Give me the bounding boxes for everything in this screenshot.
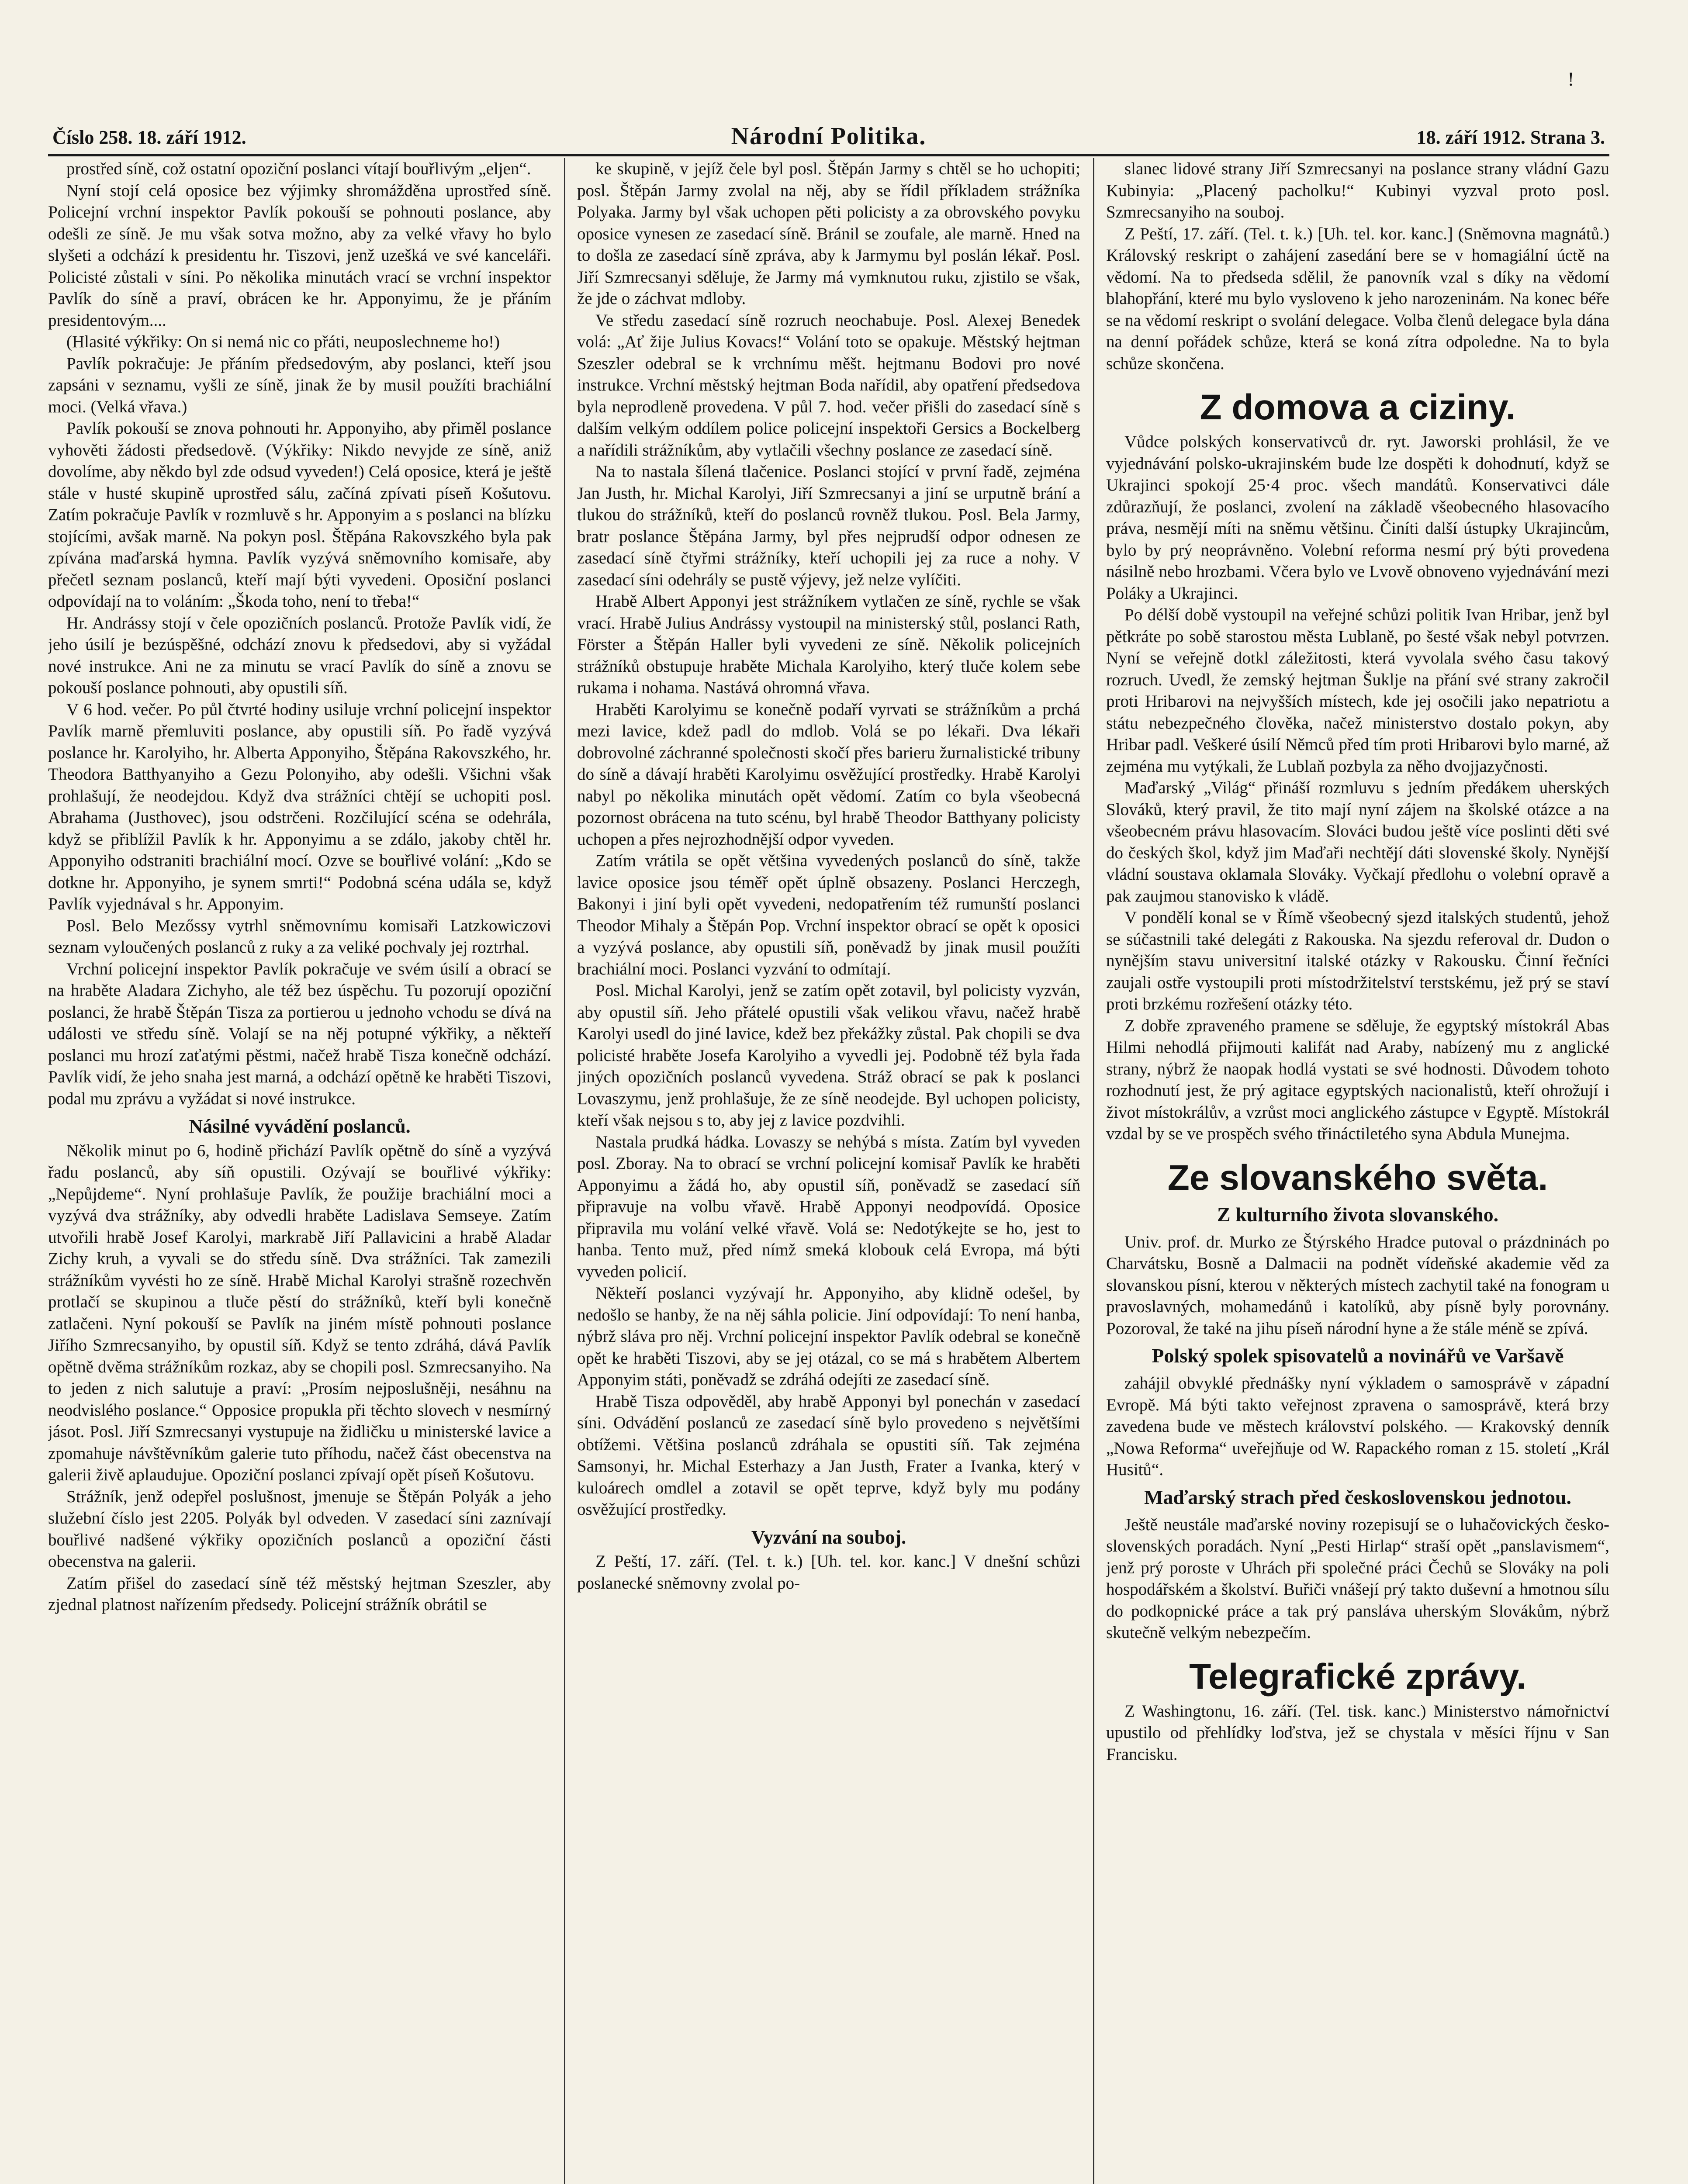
date-page-info: 18. září 1912. Strana 3. <box>1416 127 1605 148</box>
article-paragraph: Ještě neustále maďarské noviny rozepisují se o luhačovických česko-slovenských poradách. Nyní „Pesti Hirlap“ straší opět „panslavismem“, jenž prý porostе v Uhrách při společné práci Čechů se Slováky na poli hospodářském a školství. Buřiči vnášejí prý takto duševní a hmotnou sílu do podkopnické práce a tak prý pansláva uherským Slovákům, nýbrž skutečně velkým nebezpečím. <box>1106 1515 1609 1642</box>
masthead-title: Národní Politika. <box>731 123 927 150</box>
article-paragraph: prostřed síně, což ostatní opoziční poslanci vítají bouřlivým „eljen“. <box>66 159 531 178</box>
article-paragraph: Pavlík pokračuje: Je přáním předsedovým, aby poslanci, kteří jsou zapsáni v seznamu, vyšli ze síně, jinak že by musil použíti brachiální moci. (Velká vřava.) <box>48 354 551 416</box>
dateline-paragraph: Z Peští, 17. září. (Tel. t. k.) [Uh. tel. kor. kanc.] V dnešní schůzi poslanecké sněmovny zvolal po- <box>577 1552 1080 1593</box>
article-paragraph: Zatím vrátila se opět většina vyvedených poslanců do síně, takže lavice oposice jsou téměř opět úplně obsazeny. Poslanci Herczegh, Bakonyi i jiní byli opět vyvedeni, nedopatřením též rumunští poslanci Theodor Mihaly a Štěpán Pop. Vrchní inspektor obrací se opět k oposici a vyzývá poslance, aby opustili síň, poněvadž by jinak musil použíti brachiální moci. Poslanci vyzvání to odmítají. <box>577 851 1080 978</box>
article-paragraph: slanec lidové strany Jiří Szmrecsanyi na poslance strany vládní Gazu Kubinyia: „Placený pacholku!“ Kubinyi vyzval proto posl. Szmrecsanyiho na souboj. <box>1106 159 1609 221</box>
dateline-paragraph: Z Peští, 17. září. (Tel. t. k.) [Uh. tel. kor. kanc.] (Sněmovna magnátů.) Královský reskript o zahájení zasedání bere se v homagiální úctě na vědomí. Na to předseda sdělil, že panovník vzal s díky na vědomí blahopřání, které mu bylo vysloveno k jeho narozeninám. Na konec béře se na vědomí reskript o svolání delegace. Volba členů delegace byla dána na denní pořádek schůze, která se koná zítra odpoledne. Na to byla schůze skončena. <box>1106 224 1609 373</box>
article-paragraph: Pavlík pokouší se znova pohnouti hr. Apponyiho, aby přiměl poslance vyhověti žádosti předsedově. (Výkřiky: Nikdo nevyjde ze síně, aniž dovolíme, aby někdo byl zde odsud vyveden!) Celá oposice, která je ještě stále v husté skupině uprostřed sálu, začíná zpívati píseň Košutovu. Zatím pokračuje Pavlík v rozmluvě s hr. Apponyim a s poslanci na blízku stojícími, avšak marně. Na pokyn posl. Štěpána Rakovszkého byla pak zpívána maďarská hymna. Pavlík vyzývá sněmovního komisaře, aby přečetl seznam poslanců, kteří mají býti vyvedeni. Oposiční poslanci odpovídají na to voláním: „Škoda toho, není to třeba!“ <box>48 419 551 611</box>
article-paragraph: Vůdce polských konservativců dr. ryt. Jaworski prohlásil, že ve vyjednávání polsko-ukrajinském bude lze dospěti k dohodnutí, když se Ukrajinci spokojí 25·4 proc. všech mandátů. Konservativci dále zdůrazňují, že poslanci, zvolení na základě všeobecného hlasovacího práva, nesmějí míti na sněmu většinu. Činíti další ústupky Ukrajincům, bylo by prý neoprávněno. Volební reforma nesmí prý býti provedena násilně nebo hrozbami. Včera bylo ve Lvově obnoveno vyjednávání mezi Poláky a Ukrajinci. <box>1106 432 1609 603</box>
section-heading: Vyzvání na souboj. <box>751 1526 906 1548</box>
column-divider <box>564 158 565 2184</box>
issue-info: Číslo 258. 18. září 1912. <box>52 127 246 148</box>
rubric-heading: Ze slovanského světa. <box>1167 1158 1548 1198</box>
column-divider <box>1093 158 1094 2184</box>
article-paragraph: Po délší době vystoupil na veřejné schůzi politik Ivan Hribar, jenž byl pětkráte po sobě starostou města Lublaně, po šesté však nebyl potvrzen. Nyní se veřejně dotkl záležitosti, která vyvolala svého času takový rozruch. Uvedl, že zemský hejtman Šuklje na přání své strany zakročil proti Hribarovi na nejvyšších místech, kde jej osočili jako nepatriotu a státu nebezpečného člověka, načež ministerstvo dostalo pokyn, aby Hribar padl. Veškeré úsilí Němců před tím proti Hribarovi bylo marné, až zejména mu vytýkali, že Lublaň pozbyla za něho dvojjazyčnosti. <box>1106 605 1609 776</box>
article-paragraph: V pondělí konal se v Římě všeobecný sjezd italských studentů, jehož se súčastnili také delegáti z Rakouska. Na sjezdu referoval dr. Dudon o nynějším stavu universitní italské otázky v Rakousku. Činní řečníci zaujali ostře vystoupili proti místodržitelství terstskému, jež prý se staví proti brzkému rozřešení otázky této. <box>1106 908 1609 1013</box>
subsection-heading: Polský spolek spisovatelů a novinářů ve Varšavě <box>1152 1344 1564 1367</box>
article-paragraph: Posl. Michal Karolyi, jenž se zatím opět zotavil, byl policisty vyzván, aby opustil síň. Jeho přátelé opustili však velikou vřavu, načež hrabě Karolyi usedl do jiné lavice, kdež bez překážky zůstal. Pak chopili se dva policisté hraběte Josefa Karolyiho a vyvedli jej. Podobně též byla řada jiných opozičních poslanců vyvedena. Stráž obrací se pak k poslanci Lovaszymu, jenž prohlašuje, že ze síně neodejde. Byl uchopen policisty, kteří však nejsou s to, aby jej z lavice pozdvihli. <box>577 981 1080 1130</box>
article-paragraph: Na to nastala šílená tlačenice. Poslanci stojící v první řadě, zejména Jan Justh, hr. Michal Karolyi, Jiří Szmrecsanyi a jiní se urputně brání a tlukou do strážníků, kteří do poslanců rovněž tlukou. Posl. Bela Jarmy, bratr poslance Štěpána Jarmy, byl přes nejprudší odpor odnesen ze zasedací síně čtyřmi strážníky, kteří uchopili jej za ruce a nohy. V zasedací síni odehrály se pustě výjevy, jež nelze vylíčiti. <box>577 462 1080 589</box>
article-paragraph: V 6 hod. večer. Po půl čtvrté hodiny usiluje vrchní policejní inspektor Pavlík marně přemluviti poslance, aby opustili síň. Po řadě vyzývá poslance hr. Karolyiho, hr. Alberta Apponyiho, Štěpána Rakovszkého, hr. Theodora Batthyanyiho a Gezu Polonyiho, aby odešli. Všichni však prohlašují, že neodejdou. Když dva strážníci chtějí se uchopiti posl. Abrahama (Justhovec), jsou odstrčeni. Rozčilující scéna se odehrála, když se přiblížil Pavlík k hr. Apponyimu a se zdálo, jakoby chtěl hr. Apponyiho odstraniti brachiální mocí. Ozve se bouřlivé volání: „Kdo se dotkne hr. Apponyiho, je synem smrti!“ Podobná scéna udála se, když Pavlík vyjednával s hr. Apponyim. <box>48 700 551 913</box>
subsection-heading: Maďarský strach před československou jednotou. <box>1144 1486 1572 1508</box>
text-columns <box>48 158 1609 2184</box>
rubric-heading: Z domova a ciziny. <box>1200 387 1516 427</box>
article-paragraph: Vrchní policejní inspektor Pavlík pokračuje ve svém úsilí a obrací se na hraběte Aladara Zichyho, ale též bez úspěchu. Tu pozorují opoziční poslanci, že hrabě Štěpán Tisza za portierou u jednoho vchodu se dívá na události ve středu síně. Volají se na něj potupné výkřiky, a někteří poslanci mu hrozí zaťatými pěstmi, načež hrabě Tisza konečně odchází. Pavlík vidí, že jeho snaha jest marná, a odchází opětně ke hraběti Tiszovi, podal mu zprávu a vyžádat si nové instrukce. <box>48 959 551 1108</box>
column-3 <box>1106 158 1609 2184</box>
margin-mark: ! <box>1567 70 1574 90</box>
rubric-heading: Telegrafické zprávy. <box>1189 1656 1526 1697</box>
subsection-heading: Z kulturního života slovanského. <box>1217 1203 1499 1226</box>
article-paragraph: ke skupině, v jejíž čele byl posl. Štěpán Jarmy s chtěl se ho uchopiti; posl. Štěpán Jarmy zvolal na něj, aby se řídil příkladem strážníka Polyaka. Jarmy byl však uchopen pěti policisty a za obrovského povyku oposice vynesen ze zasedací síně. Bránil se zoufale, ale marně. Hned na to došla ze zasedací síně zpráva, aby k Jarmymu byl poslán lékař. Posl. Jiří Szmrecsanyi sděluje, že Jarmy má vymknutou ruku, zjistilo se však, že jde o záchvat mdloby. <box>577 159 1080 308</box>
article-paragraph: Nastala prudká hádka. Lovaszy se nehýbá s místa. Zatím byl vyveden posl. Zboray. Na to obrací se vrchní policejní komisař Pavlík ke hraběti Apponyimu a žádá ho, aby opustil síň, poněvadž se zasedací síň připravuje na volbu vřavě. Hrabě Apponyi neodpovídá. Oposice připravila mu volání velké vřavě. Volá se: Nedotýkejte se ho, jest to hanba. Tento muž, před nímž smeká klobouk celá Evropa, má býti vyveden policií. <box>577 1132 1080 1281</box>
article-paragraph: Strážník, jenž odepřel poslušnost, jmenuje se Štěpán Polyák a jeho služební číslo jest 2205. Polyák byl odveden. V zasedací síni zaznívají bouřlivé nadšené výkřiky opozičních poslanců a opoziční části obecenstva na galerii. <box>48 1487 551 1571</box>
article-paragraph: Univ. prof. dr. Murko ze Štýrského Hradce putoval o prázdninách po Charvátsku, Bosně a Dalmacii na podnět vídeňské akademie věd za slovanskou písní, kterou v některých místech zachytil také na fonogram u pravoslavných, mohamedánů i katolíků, aby písně byly porovnány. Pozoroval, že také na jihu píseň národní hyne a že stále méně se zpívá. <box>1106 1232 1609 1338</box>
article-paragraph: Z dobře zpraveného pramene se sděluje, že egyptský místokrál Abas Hilmi nehodlá přijmouti kalifát nad Araby, nabízený mu z anglické strany, nýbrž že naopak hodlá vystati se své hodnosti. Důvodem tohoto rozhodnutí jest, že prý agitace egyptských nacionalistů, kteří ohrožují i život místokrálův, a vzrůst moci anglického zástupce v Egyptě. Místokrál vzdal by se ve prospěch svého třináctiletého syna Abdula Munejma. <box>1106 1016 1609 1143</box>
article-paragraph: Ve středu zasedací síně rozruch neochabuje. Posl. Alexej Benedek volá: „Ať žije Julius Kovacs!“ Volání toto se opakuje. Městský hejtman Szeszler odebral se k vrchnímu měšt. hejtmanu Bodovi pro nové instrukce. Vrchní městský hejtman Boda nařídil, aby opatření předsedova byla neprodleně provedena. V půl 7. hod. večer přišli do zasedací síně s dalším velkým oddílem police policejní inspektoři Gersics a Bockelberg a nařídili strážníkům, aby vytlačili všechny poslance ze zasedací síně. <box>577 311 1080 460</box>
article-paragraph: Posl. Belo Mezőssy vytrhl sněmovnímu komisaři Latzkowiczovi seznam vyloučených poslanců z ruky a za veliké pochvaly jej roztrhal. <box>48 916 551 957</box>
column-2 <box>577 158 1080 2184</box>
article-paragraph: Hraběti Karolyimu se konečně podaří vyrvati se strážníkům a prchá mezi lavice, kdež padl do mdlob. Volá se po lékaři. Dva lékaři dobrovolné záchranné společnosti skočí přes barieru žurnalistické tribuny do síně a dávají hraběti Karolyimu osvěžující prostředky. Hrabě Karolyi nabyl po několika minutách opět vědomí. Zatím co byla všeobecná pozornost obrácena na tuto scénu, byl hrabě Theodor Batthyany policisty uchopen a přes nejrozhodnější odpor vyveden. <box>577 700 1080 849</box>
article-paragraph: Hrabě Tisza odpověděl, aby hrabě Apponyi byl ponechán v zasedací síni. Odvádění poslanců ze zasedací síně bylo provedeno s největšími obtížemi. Většina poslanců zdráhala se opustiti síň. Tak zejména Samsonyi, hr. Michal Esterhazy a Jan Justh, Frater a Ivanka, který v kuloárech omdlel a zotavil se opět teprve, když byly mu podány osvěžující prostředky. <box>577 1392 1080 1519</box>
column-1 <box>48 158 551 2184</box>
article-paragraph: zahájil obvyklé přednášky nyní výkladem o samosprávě v západní Evropě. Má býti takto veřejnost zpravena o samosprávě, která brzy zavedena bude ve městech království polského. — Krakovský denník „Nowa Reforma“ uveřejňuje od W. Rapackého roman z 15. století „Král Husitů“. <box>1106 1374 1609 1479</box>
dateline-paragraph: Z Washingtonu, 16. září. (Tel. tisk. kanc.) Ministerstvo námořnictví upustilo od přehlídky loďstva, jež se chystala v měsíci říjnu v San Francisku. <box>1106 1701 1609 1764</box>
section-heading: Násilné vyvádění poslanců. <box>189 1116 411 1137</box>
page-header <box>48 123 1609 156</box>
article-paragraph: Nyní stojí celá oposice bez výjimky shromážděna uprostřed síně. Policejní vrchní inspektor Pavlík pokouší se pohnouti poslance, aby odešli ze síně. Je mu však sotva možno, aby za velké vřavy ho bylo slyšeti a odchází k presidentu hr. Tiszovi, jenž uzešká ve své kanceláři. Policisté zůstali v síni. Po několika minutách vrací se vrchní inspektor Pavlík do síně a praví, obrácen ke hr. Apponyimu, že je přáním presidentovým.... <box>48 181 551 330</box>
article-paragraph: (Hlasité výkřiky: On si nemá nic co přáti, neuposlechneme ho!) <box>66 332 500 351</box>
article-paragraph: Hrabě Albert Apponyi jest strážníkem vytlačen ze síně, rychle se však vrací. Hrabě Julius Andrássy vystoupil na ministerský stůl, poslanci Rath, Förster a Štěpán Haller byli vyvedeni ze síně. Několik policejních strážníků obstupuje hraběte Michala Karolyiho, který tluče kolem sebe rukama i nohama. Nastává ohromná vřava. <box>577 592 1080 697</box>
article-paragraph: Několik minut po 6, hodině přichází Pavlík opětně do síně a vyzývá řadu poslanců, aby síň opustili. Ozývají se bouřlivé výkřiky: „Nepůjdeme“. Nyní prohlašuje Pavlík, že použije brachiální moci a vyzývá dva strážníky, aby odvedli hraběte Ladislava Semseye. Zatím utvořili hrabě Josef Karolyi, markrabě Jiří Pallavicini a hrabě Aladar Zichy kruh, a vyvali se do středu síně. Dva strážníci. Tak zamezili strážníkům vyvésti ho ze síně. Hrabě Michal Karolyi strašně rozechvěn protlačí se skupinou a tluče pěstí do strážníků, kteří byli konečně zatlačeni. Nyní pokouší se Pavlík na jiném místě pohnouti poslance Jiřího Szmrecsanyiho, by opustil síň. Když se tento zdráhá, dává Pavlík opětně dvěma strážníkům rozkaz, aby se chopili posl. Szmrecsanyiho. Na to jeden z nich salutuje a praví: „Prosím nejposlušněji, nesáhnu na neodvislého poslance.“ Opposice propukla při těchto slovech v nesmírný jásot. Posl. Jiří Szmrecsanyi vystupuje na židličku u ministerské lavice a zpomahuje návštěvníkům galerie tuto příhodu, načež část obecenstva na galerii živě aplaudujue. Opoziční poslanci zpívají opět píseň Košutovu. <box>48 1141 551 1484</box>
article-paragraph: Zatím přišel do zasedací síně též městský hejtman Szeszler, aby zjednal platnost nařízením předsedy. Policejní strážník obrátil se <box>48 1573 551 1614</box>
article-paragraph: Hr. Andrássy stojí v čele opozičních poslanců. Protože Pavlík vidí, že jeho úsilí je bezúspěšné, odchází znovu k předsedovi, aby si vyžádal nové instrukce. Ani ne za minutu se vrací Pavlík do síně a znovu se pokouší poslance pohnouti, aby opustili síň. <box>48 613 551 697</box>
article-paragraph: Někteří poslanci vyzývají hr. Apponyiho, aby klidně odešel, by nedošlo se hanby, že na něj sáhla policie. Jiní odpovídají: To není hanba, nýbrž sláva pro něj. Vrchní policejní inspektor Pavlík odebral se konečně opět ke hraběti Tiszovi, aby se jej otázal, co se má s hrabětem Albertem Apponyim státi, poněvadž se zdráhá odejíti ze zasedací síně. <box>577 1284 1080 1389</box>
article-paragraph: Maďarský „Világ“ přináší rozmluvu s jedním předákem uherských Slováků, který pravil, že tito mají nyní zájem na školské otázce a na všeobecném právu hlasovacím. Slováci budou ještě více poslinti děti své do českých škol, když jim Maďaři nechtějí dáti slovenské školy. Nynější vládní soustava oklamala Slováky. Vyčkají předlohu o volební opravě a pak zaujmou stanovisko k vládě. <box>1106 778 1609 905</box>
